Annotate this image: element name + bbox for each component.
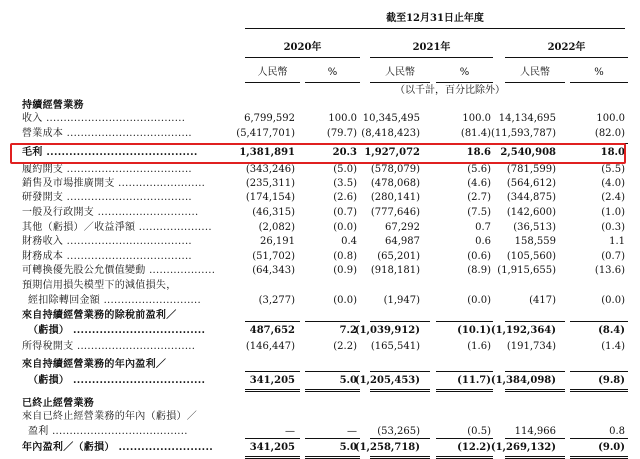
row-value: (478,068) — [370, 178, 420, 189]
row-label: 盈利 ....................................... — [28, 426, 188, 437]
row-value: (2.2) — [333, 341, 357, 352]
row-value: 20.3 — [332, 147, 357, 158]
row-value: (0.8) — [333, 251, 357, 262]
row-value: (1,915,655) — [497, 265, 556, 276]
row-value: 100.0 — [462, 113, 491, 124]
subtotal-rule — [505, 321, 565, 322]
row-value: (235,311) — [245, 178, 295, 189]
pct-col-header: % — [594, 67, 604, 78]
gross-profit-highlight — [10, 143, 626, 164]
row-value: 5.0 — [339, 375, 357, 386]
row-value: 6,799,592 — [244, 113, 295, 124]
row-value: (81.4) — [460, 128, 491, 139]
row-value: — — [347, 426, 357, 437]
row-label: 所得稅開支 .................................. — [22, 341, 196, 352]
row-value: (5.5) — [601, 164, 625, 175]
subtotal-rule — [370, 438, 430, 439]
row-value: (8.9) — [467, 265, 491, 276]
year-header: 2021年 — [412, 42, 451, 53]
row-value: (105,560) — [506, 251, 556, 262]
row-label: 研發開支 .................................... — [22, 192, 192, 203]
row-value: 0.4 — [341, 236, 357, 247]
subtotal-rule — [370, 321, 430, 322]
row-value: (191,734) — [506, 341, 556, 352]
row-label: 已終止經營業務 — [22, 398, 95, 409]
row-value: 1.1 — [609, 236, 625, 247]
year-underline — [245, 57, 360, 58]
row-value: (0.0) — [467, 295, 491, 306]
row-value: 1,927,072 — [364, 147, 420, 158]
row-value: (1.4) — [601, 341, 625, 352]
row-value: (7.5) — [467, 207, 491, 218]
row-value: (10.1) — [457, 325, 491, 336]
row-value: (174,154) — [245, 192, 295, 203]
row-label: 來自已終止經營業務的年內（虧損）／ — [22, 411, 198, 422]
row-value: (142,600) — [506, 207, 556, 218]
row-value: (1,269,132) — [490, 442, 556, 453]
row-value: (36,513) — [513, 222, 556, 233]
row-value: (918,181) — [370, 265, 420, 276]
col-header-underline — [436, 82, 493, 83]
total-double-rule — [505, 389, 565, 392]
rmb-col-header: 人民幣 — [385, 67, 415, 78]
row-value: (165,541) — [370, 341, 420, 352]
row-value: (564,612) — [506, 178, 556, 189]
row-value: (280,141) — [370, 192, 420, 203]
subtotal-rule — [570, 438, 628, 439]
row-value: (0.0) — [333, 295, 357, 306]
row-value: (8.4) — [598, 325, 625, 336]
row-value: (1.6) — [467, 341, 491, 352]
row-value: (343,246) — [245, 164, 295, 175]
total-double-rule — [570, 389, 628, 392]
row-label: 其他（虧損）／收益淨額 ..................... — [22, 222, 212, 233]
row-value: 1,381,891 — [239, 147, 295, 158]
row-value: (4.0) — [601, 178, 625, 189]
row-value: (0.7) — [601, 251, 625, 262]
col-header-underline — [505, 82, 565, 83]
subtotal-rule — [436, 371, 493, 372]
row-value: 0.6 — [475, 236, 491, 247]
unit-note: （以千計，百分比除外） — [395, 85, 505, 96]
row-value: 14,134,695 — [498, 113, 556, 124]
row-value: (2.7) — [467, 192, 491, 203]
col-header-underline — [305, 82, 360, 83]
row-value: (0.9) — [333, 265, 357, 276]
row-value: (5.0) — [333, 164, 357, 175]
row-value: (2,082) — [258, 222, 295, 233]
row-value: (5.6) — [467, 164, 491, 175]
row-value: 0.8 — [609, 426, 625, 437]
row-label: （虧損） ................................... — [28, 325, 206, 336]
subtotal-rule — [436, 321, 493, 322]
row-value: (12.2) — [457, 442, 491, 453]
total-double-rule — [436, 389, 493, 392]
row-label: 來自持續經營業務的年內盈利／ — [22, 359, 167, 370]
row-value: 67,292 — [385, 222, 420, 233]
row-value: 341,205 — [249, 442, 295, 453]
subtotal-rule — [370, 371, 430, 372]
row-value: (13.6) — [594, 265, 625, 276]
row-value: (51,702) — [252, 251, 295, 262]
row-value: (5,417,701) — [236, 128, 295, 139]
row-label: 來自持續經營業務的除稅前盈利／ — [22, 310, 177, 321]
subtotal-rule — [245, 438, 300, 439]
row-label: 銷售及市場推廣開支 ......................... — [22, 178, 206, 189]
row-label: 營業成本 .................................... — [22, 128, 192, 139]
subtotal-rule — [505, 438, 565, 439]
row-value: 114,966 — [514, 426, 556, 437]
row-value: (1,947) — [383, 295, 420, 306]
row-value: (0.5) — [467, 426, 491, 437]
total-double-rule — [305, 389, 360, 392]
subtotal-rule — [245, 371, 300, 372]
row-value: 100.0 — [596, 113, 625, 124]
subtotal-rule — [305, 321, 360, 322]
row-value: 487,652 — [249, 325, 295, 336]
subtotal-rule — [505, 371, 565, 372]
subtotal-rule — [305, 371, 360, 372]
total-double-rule — [370, 389, 430, 392]
row-value: (146,447) — [245, 341, 295, 352]
row-value: (64,343) — [252, 265, 295, 276]
row-value: (2.4) — [601, 192, 625, 203]
row-value: 341,205 — [249, 375, 295, 386]
row-value: (417) — [529, 295, 556, 306]
row-value: (3.5) — [333, 178, 357, 189]
row-value: 2,540,908 — [500, 147, 556, 158]
row-value: (0.0) — [333, 222, 357, 233]
col-header-underline — [570, 82, 628, 83]
subtotal-rule — [436, 438, 493, 439]
rmb-col-header: 人民幣 — [520, 67, 550, 78]
row-value: (781,599) — [506, 164, 556, 175]
row-value: (46,315) — [252, 207, 295, 218]
row-value: — — [285, 426, 295, 437]
subtotal-rule — [570, 371, 628, 372]
row-value: (1,205,453) — [354, 375, 420, 386]
row-label: 一般及行政開支 ............................. — [22, 207, 199, 218]
row-label: 履約開支 .................................... — [22, 164, 192, 175]
row-value: 5.0 — [339, 442, 357, 453]
row-label: 年內盈利／（虧損） ......................... — [22, 442, 214, 453]
row-value: 26,191 — [260, 236, 295, 247]
row-value: 10,345,495 — [362, 113, 420, 124]
year-header: 2022年 — [547, 42, 586, 53]
period-underline — [245, 28, 625, 29]
period-header: 截至12月31日止年度 — [386, 13, 484, 24]
col-header-underline — [370, 82, 430, 83]
row-value: (11,593,787) — [490, 128, 556, 139]
row-value: (9.0) — [598, 442, 625, 453]
row-value: (578,079) — [370, 164, 420, 175]
subtotal-rule — [305, 438, 360, 439]
row-value: (8,418,423) — [361, 128, 420, 139]
row-label: （虧損） ................................... — [28, 375, 206, 386]
year-header: 2020年 — [283, 42, 322, 53]
year-underline — [505, 57, 628, 58]
row-value: (1,258,718) — [354, 442, 420, 453]
row-value: (1,384,098) — [490, 375, 556, 386]
row-label: 經扣除轉回金額 ............................ — [28, 295, 201, 306]
rmb-col-header: 人民幣 — [257, 67, 288, 78]
row-label: 收入 ........................................ — [22, 113, 186, 124]
row-value: 64,987 — [385, 236, 420, 247]
row-value: 0.7 — [475, 222, 491, 233]
row-value: (82.0) — [594, 128, 625, 139]
row-label: 預期信用損失模型下的減值損失， — [22, 280, 177, 291]
row-value: (4.6) — [467, 178, 491, 189]
row-value: (344,875) — [506, 192, 556, 203]
row-label: 毛利 ........................................ — [22, 147, 198, 158]
row-label: 財務收入 .................................... — [22, 236, 192, 247]
row-value: (9.8) — [598, 375, 625, 386]
row-label: 持續經營業務 — [22, 100, 84, 111]
row-value: (0.3) — [601, 222, 625, 233]
row-value: 7.2 — [339, 325, 357, 336]
row-value: (53,265) — [377, 426, 420, 437]
subtotal-rule — [570, 321, 628, 322]
row-value: (0.0) — [601, 295, 625, 306]
pct-col-header: % — [459, 67, 470, 78]
pct-col-header: % — [327, 67, 338, 78]
row-value: 18.6 — [466, 147, 491, 158]
row-value: (777,646) — [370, 207, 420, 218]
row-value: (2.6) — [333, 192, 357, 203]
row-value: (0.6) — [467, 251, 491, 262]
col-header-underline — [245, 82, 300, 83]
row-label: 財務成本 .................................... — [22, 251, 192, 262]
row-label: 可轉換優先股公允價值變動 ................... — [22, 265, 216, 276]
row-value: (1,192,364) — [490, 325, 556, 336]
row-value: (0.7) — [333, 207, 357, 218]
total-double-rule — [245, 389, 300, 392]
row-value: 18.0 — [600, 147, 625, 158]
row-value: 100.0 — [328, 113, 357, 124]
row-value: (11.7) — [457, 375, 491, 386]
subtotal-rule — [245, 321, 300, 322]
row-value: 158,559 — [514, 236, 556, 247]
row-value: (1.0) — [601, 207, 625, 218]
year-underline — [370, 57, 493, 58]
row-value: (79.7) — [326, 128, 357, 139]
row-value: (3,277) — [258, 295, 295, 306]
row-value: (65,201) — [377, 251, 420, 262]
row-value: (1,039,912) — [354, 325, 420, 336]
